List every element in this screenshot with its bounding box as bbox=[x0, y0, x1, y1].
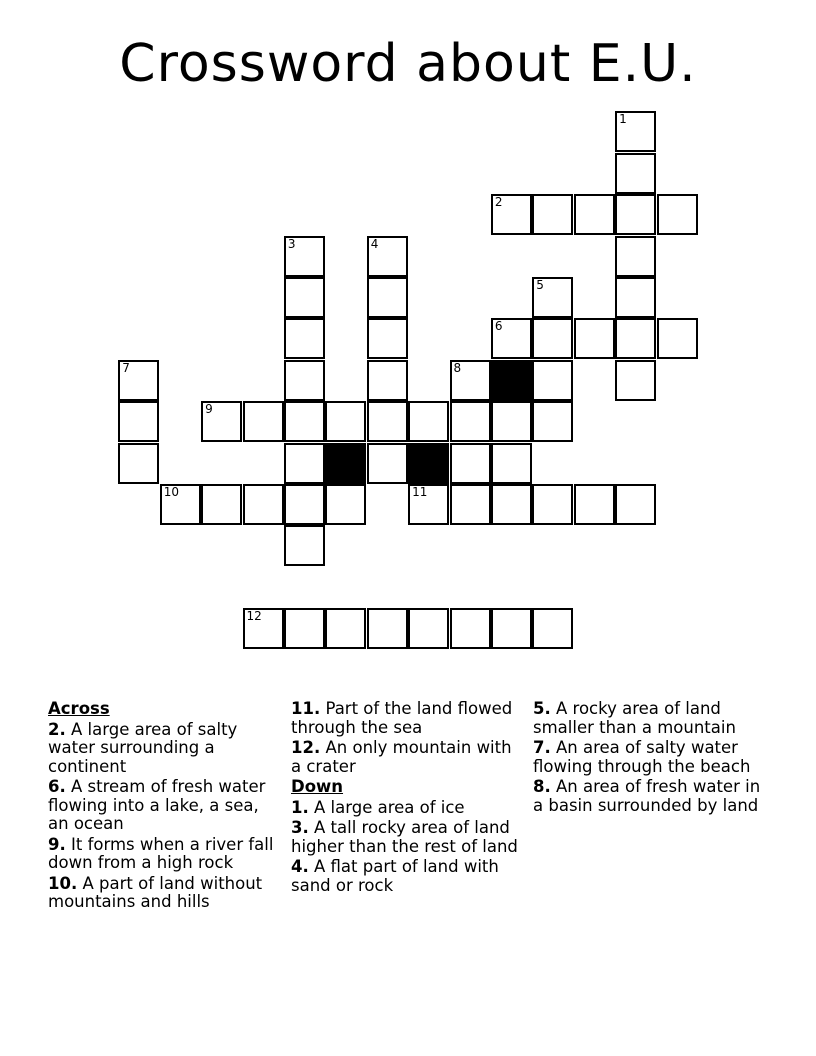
crossword-cell[interactable] bbox=[615, 360, 656, 401]
crossword-cell[interactable] bbox=[284, 484, 325, 525]
clue-number: 4. bbox=[291, 857, 309, 876]
crossword-cell[interactable] bbox=[532, 360, 573, 401]
clue-across-12 bbox=[291, 739, 523, 776]
crossword-cell[interactable] bbox=[367, 360, 408, 401]
crossword-cell[interactable] bbox=[532, 194, 573, 235]
clue-number: 8. bbox=[533, 777, 551, 796]
clue-across-11 bbox=[291, 700, 523, 737]
clue-text: A large area of salty water surrounding a continent bbox=[48, 719, 238, 776]
clue-text: An only mountain with a crater bbox=[291, 738, 512, 776]
clue-text: A flat part of land with sand or rock bbox=[291, 857, 499, 895]
crossword-cell[interactable] bbox=[118, 401, 159, 442]
crossword-cell[interactable] bbox=[367, 318, 408, 359]
clue-number-label: 11 bbox=[412, 484, 428, 499]
crossword-cell[interactable] bbox=[615, 153, 656, 194]
crossword-cell[interactable] bbox=[532, 484, 573, 525]
crossword-black-cell bbox=[491, 360, 532, 401]
crossword-cell[interactable] bbox=[408, 608, 449, 649]
clue-number-label: 5 bbox=[536, 277, 544, 292]
crossword-cell[interactable] bbox=[367, 236, 408, 277]
crossword-cell[interactable] bbox=[574, 484, 615, 525]
crossword-cell[interactable] bbox=[367, 443, 408, 484]
crossword-cell[interactable] bbox=[284, 360, 325, 401]
clue-number: 2. bbox=[48, 719, 66, 739]
clue-across-10 bbox=[48, 875, 280, 912]
crossword-cell[interactable] bbox=[284, 318, 325, 359]
clue-number-label: 10 bbox=[163, 484, 179, 499]
crossword-black-cell bbox=[408, 443, 449, 484]
crossword-cell[interactable] bbox=[491, 401, 532, 442]
clue-number-label: 8 bbox=[453, 360, 462, 375]
crossword-cell[interactable] bbox=[284, 608, 325, 649]
crossword-cell[interactable] bbox=[657, 194, 698, 235]
crossword-cell[interactable] bbox=[284, 401, 325, 442]
crossword-cell[interactable] bbox=[450, 401, 491, 442]
crossword-cell[interactable] bbox=[243, 484, 284, 525]
crossword-cell[interactable] bbox=[284, 236, 325, 277]
crossword-cell[interactable] bbox=[284, 277, 325, 318]
clue-number-label: 9 bbox=[205, 402, 213, 417]
crossword-cell[interactable] bbox=[532, 608, 573, 649]
clue-number: 3. bbox=[291, 818, 309, 837]
clue-text: A tall rocky area of land higher than the rest of land bbox=[291, 818, 518, 856]
clue-down-4 bbox=[291, 858, 523, 895]
crossword-cell[interactable] bbox=[325, 484, 366, 525]
crossword-cell[interactable] bbox=[615, 484, 656, 525]
crossword-cell[interactable] bbox=[450, 608, 491, 649]
clue-number-label: 7 bbox=[122, 360, 130, 375]
clue-text: An area of fresh water in a basin surrounded by land bbox=[533, 777, 761, 815]
clue-text: A stream of fresh water flowing into a lake, a sea, an ocean bbox=[48, 777, 266, 833]
crossword-cell[interactable] bbox=[160, 484, 201, 525]
crossword-cell[interactable] bbox=[615, 111, 656, 152]
crossword-cell[interactable] bbox=[574, 318, 615, 359]
page-title: Crossword about E.U. bbox=[119, 34, 697, 94]
clue-number: 6. bbox=[48, 777, 66, 796]
crossword-cell[interactable] bbox=[450, 360, 491, 401]
clue-number-label: 4 bbox=[370, 236, 379, 251]
clue-down-1 bbox=[291, 799, 523, 818]
clue-number-label: 3 bbox=[287, 236, 296, 251]
clue-across-2 bbox=[48, 721, 280, 777]
down-heading: Down bbox=[291, 777, 344, 796]
clue-text: A rocky area of land smaller than a mountain bbox=[533, 699, 736, 737]
crossword-black-cell bbox=[325, 443, 366, 484]
clue-text: It forms when a river fall down from a high rock bbox=[48, 834, 274, 872]
clue-text: An area of salty water flowing through the beach bbox=[533, 738, 751, 776]
crossword-cell[interactable] bbox=[243, 608, 284, 649]
crossword-cell[interactable] bbox=[450, 484, 491, 525]
crossword-cell[interactable] bbox=[201, 401, 242, 442]
crossword-cell[interactable] bbox=[491, 194, 532, 235]
clue-number: 1. bbox=[291, 797, 309, 817]
crossword-cell[interactable] bbox=[615, 277, 656, 318]
clue-number: 7. bbox=[533, 738, 551, 757]
clue-number-label: 1 bbox=[619, 112, 627, 127]
clue-number: 11. bbox=[291, 699, 321, 718]
crossword-cell[interactable] bbox=[243, 401, 284, 442]
crossword-cell[interactable] bbox=[491, 608, 532, 649]
clue-text: A large area of ice bbox=[308, 797, 465, 817]
clue-across-9 bbox=[48, 836, 280, 873]
clue-column-3 bbox=[533, 700, 765, 817]
crossword-cell[interactable] bbox=[450, 443, 491, 484]
crossword-cell[interactable] bbox=[615, 236, 656, 277]
clue-down-3 bbox=[291, 819, 523, 856]
clue-down-8 bbox=[533, 778, 765, 815]
crossword-cell[interactable] bbox=[367, 608, 408, 649]
clue-number: 9. bbox=[48, 834, 66, 854]
clue-number-label: 2 bbox=[494, 195, 503, 210]
crossword-cell[interactable] bbox=[284, 443, 325, 484]
crossword-cell[interactable] bbox=[325, 401, 366, 442]
clue-text: Part of the land flowed through the sea bbox=[291, 699, 513, 737]
crossword-cell[interactable] bbox=[118, 443, 159, 484]
crossword-cell[interactable] bbox=[408, 401, 449, 442]
clue-down-7 bbox=[533, 739, 765, 776]
crossword-cell[interactable] bbox=[491, 318, 532, 359]
crossword-cell[interactable] bbox=[532, 277, 573, 318]
clue-column-2 bbox=[291, 700, 523, 897]
clue-column-1 bbox=[48, 700, 280, 914]
clue-down-5 bbox=[533, 700, 765, 737]
crossword-cell[interactable] bbox=[615, 318, 656, 359]
crossword-cell[interactable] bbox=[532, 318, 573, 359]
crossword-cell[interactable] bbox=[491, 484, 532, 525]
crossword-cell[interactable] bbox=[118, 360, 159, 401]
crossword-cell[interactable] bbox=[491, 443, 532, 484]
crossword-cell[interactable] bbox=[284, 525, 325, 566]
clue-number: 5. bbox=[533, 699, 551, 718]
across-heading: Across bbox=[48, 699, 110, 718]
crossword-cell[interactable] bbox=[201, 484, 242, 525]
crossword-cell[interactable] bbox=[615, 194, 656, 235]
clue-number-label: 12 bbox=[246, 609, 262, 624]
clue-number: 12. bbox=[291, 738, 321, 757]
crossword-cell[interactable] bbox=[408, 484, 449, 525]
crossword-cell[interactable] bbox=[657, 318, 698, 359]
crossword-cell[interactable] bbox=[574, 194, 615, 235]
crossword-cell[interactable] bbox=[367, 277, 408, 318]
clue-number: 10. bbox=[48, 873, 78, 893]
crossword-cell[interactable] bbox=[367, 401, 408, 442]
clue-number-label: 6 bbox=[494, 319, 503, 334]
crossword-cell[interactable] bbox=[532, 401, 573, 442]
clue-text: A part of land without mountains and hills bbox=[48, 873, 263, 911]
clue-across-6 bbox=[48, 778, 280, 834]
crossword-cell[interactable] bbox=[325, 608, 366, 649]
